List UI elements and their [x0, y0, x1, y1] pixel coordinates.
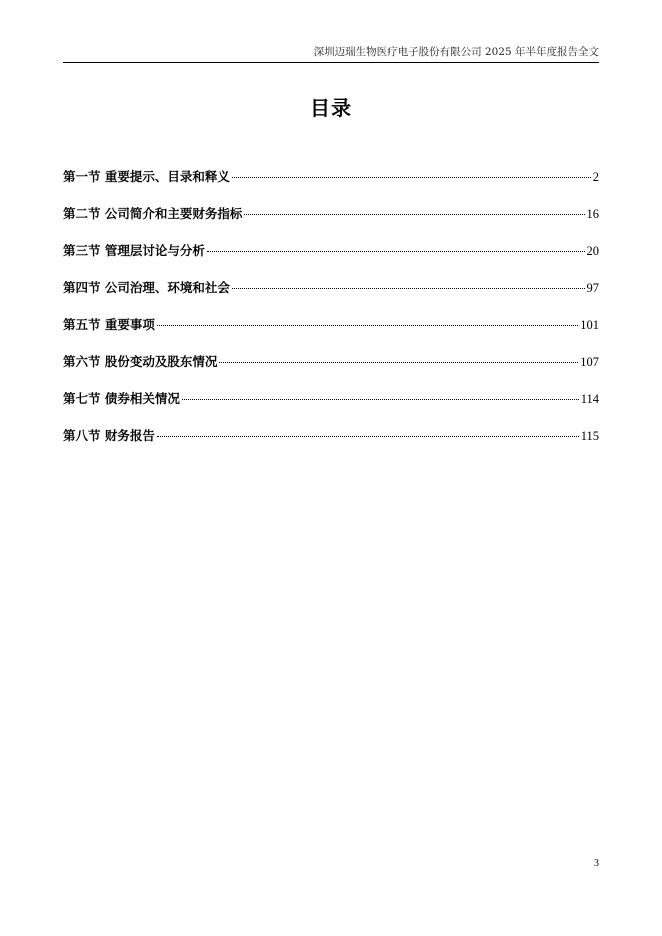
- toc-entry-page: 107: [580, 355, 599, 369]
- dot-leader: [244, 214, 584, 215]
- toc-entry-section-4[interactable]: [63, 278, 599, 315]
- page-number: 3: [594, 858, 599, 869]
- dot-leader: [232, 288, 585, 289]
- toc-entry-page: 2: [592, 170, 599, 184]
- toc-entry-page: 114: [580, 392, 599, 406]
- toc-entry-label: 第八节 财务报告: [63, 428, 155, 443]
- toc-entry-section-1[interactable]: [63, 167, 599, 204]
- dot-leader: [207, 251, 585, 252]
- toc-entry-label: 第二节 公司简介和主要财务指标: [63, 206, 243, 221]
- toc-entry-section-7[interactable]: [63, 389, 599, 426]
- toc-entry-label: 第一节 重要提示、目录和释义: [63, 169, 230, 184]
- dot-leader: [232, 177, 591, 178]
- toc-entry-label: 第七节 债券相关情况: [63, 391, 180, 406]
- toc-entry-page: 115: [580, 429, 599, 443]
- toc-entry-section-3[interactable]: [63, 241, 599, 278]
- toc-entry-section-5[interactable]: [63, 315, 599, 352]
- toc-entry-section-6[interactable]: [63, 352, 599, 389]
- table-of-contents: [63, 167, 599, 463]
- dot-leader: [182, 399, 579, 400]
- toc-entry-label: 第五节 重要事项: [63, 317, 155, 332]
- dot-leader: [157, 436, 579, 437]
- toc-entry-page: 16: [586, 207, 599, 221]
- toc-entry-page: 101: [580, 318, 599, 332]
- toc-entry-label: 第六节 股份变动及股东情况: [63, 354, 218, 369]
- toc-entry-page: 20: [586, 244, 599, 258]
- dot-leader: [157, 325, 578, 326]
- dot-leader: [219, 362, 578, 363]
- toc-entry-label: 第三节 管理层讨论与分析: [63, 243, 205, 258]
- toc-entry-label: 第四节 公司治理、环境和社会: [63, 280, 230, 295]
- toc-entry-section-8[interactable]: [63, 426, 599, 463]
- running-header: 深圳迈瑞生物医疗电子股份有限公司 2025 年半年度报告全文: [63, 44, 599, 63]
- toc-entry-page: 97: [586, 281, 599, 295]
- page-title: 目录: [310, 96, 352, 120]
- toc-entry-section-2[interactable]: [63, 204, 599, 241]
